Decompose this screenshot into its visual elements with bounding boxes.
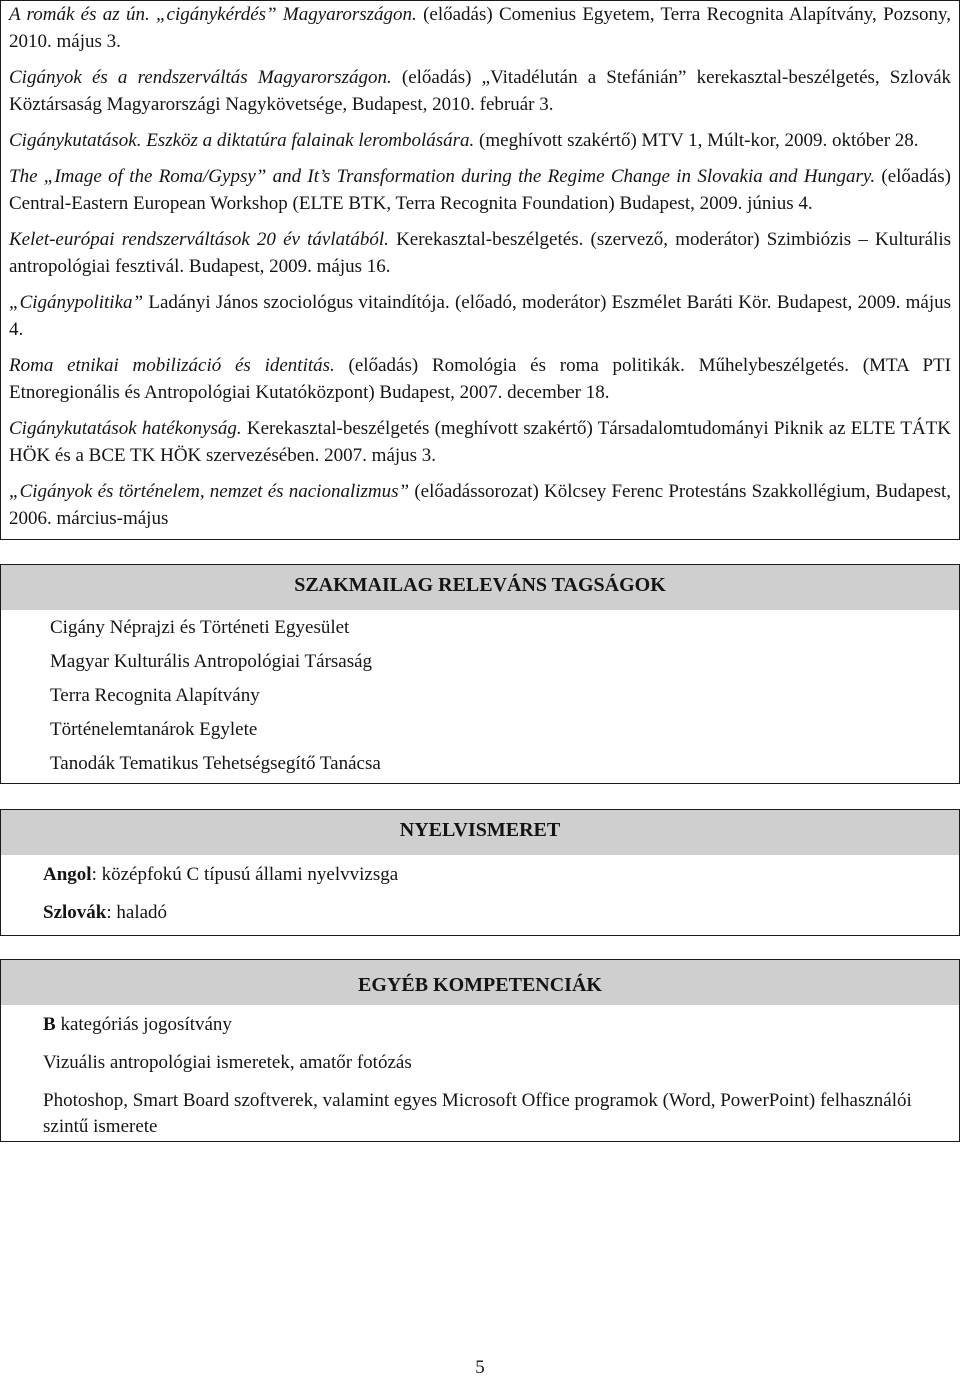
memberships-section	[0, 564, 960, 784]
presentation-details: (előadás) Romológia és roma politikák. Műhelybeszélgetés. (MTA PTI Etnoregionális és Antropológiai Kutatóközpont) Budapest, 2007. december 18.	[9, 355, 951, 403]
presentation-entry	[9, 352, 951, 406]
presentation-title: Kelet-európai rendszerváltások 20 év távlatából.	[9, 229, 389, 250]
presentation-title: Cigányok és a rendszerváltás Magyarországon.	[9, 67, 392, 88]
presentation-title: „Cigányok és történelem, nemzet és nacionalizmus”	[9, 481, 410, 502]
languages-heading: NYELVISMERET	[1, 810, 959, 855]
presentation-entry	[9, 64, 951, 118]
presentation-details: Kerekasztal-beszélgetés (meghívott szakértő) Társadalomtudományi Piknik az ELTE TÁTK HÖK és a BCE TK HÖK szervezésében. 2007. május 3.	[9, 418, 951, 466]
presentation-details: (előadássorozat) Kölcsey Ferenc Protestáns Szakkollégium, Budapest, 2006. március-május	[9, 481, 952, 529]
presentation-title: Cigánykutatások hatékonyság.	[9, 418, 242, 439]
presentation-details: (előadás) „Vitadélután a Stefánián” kerekasztal-beszélgetés, Szlovák Köztársaság Magyarországi Nagykövetsége, Budapest, 2010. február 3.	[9, 67, 952, 115]
language-name: Szlovák	[43, 902, 107, 923]
language-item	[1, 894, 959, 932]
competencies-heading: EGYÉB KOMPETENCIÁK	[1, 960, 959, 1005]
language-level: : középfokú C típusú állami nyelvvizsga	[91, 864, 399, 885]
presentation-entry	[9, 163, 951, 217]
membership-item: Terra Recognita Alapítvány	[50, 685, 260, 706]
presentation-title: The „Image of the Roma/Gypsy” and It’s Transformation during the Regime Change in Slovakia and Hungary.	[9, 166, 876, 187]
presentations-box	[0, 0, 960, 540]
membership-item: Tanodák Tematikus Tehetségsegítő Tanácsa	[50, 753, 381, 774]
competency-bold: B	[43, 1014, 56, 1035]
competency-item	[1, 1044, 959, 1082]
presentation-entry	[9, 289, 951, 343]
membership-item: Cigány Néprajzi és Történeti Egyesület	[50, 617, 350, 638]
languages-section	[0, 809, 960, 936]
language-item	[1, 856, 959, 894]
competency-text: Vizuális antropológiai ismeretek, amatőr fotózás	[43, 1052, 412, 1073]
presentation-details: (előadás) Central-Eastern European Workshop (ELTE BTK, Terra Recognita Foundation) Budapest, 2009. június 4.	[9, 166, 952, 214]
presentation-details: Ladányi János szociológus vitaindítója. (előadó, moderátor) Eszmélet Baráti Kör. Budapest, 2009. május 4.	[9, 292, 952, 340]
competency-text: Photoshop, Smart Board szoftverek, valamint egyes Microsoft Office programok (Word, PowerPoint) felhasználói szintű ismerete	[43, 1090, 912, 1137]
presentation-title: A romák és az ún. „cigánykérdés” Magyarországon.	[9, 4, 417, 25]
presentation-entry	[9, 415, 951, 469]
page-number: 5	[475, 1357, 485, 1378]
language-level: : haladó	[106, 902, 168, 923]
presentation-entry	[9, 478, 951, 532]
presentation-title: Roma etnikai mobilizáció és identitás.	[9, 355, 335, 376]
competency-item	[1, 1082, 959, 1140]
language-name: Angol	[43, 864, 92, 885]
presentation-entry	[9, 1, 951, 55]
presentation-details: (meghívott szakértő) MTV 1, Múlt-kor, 2009. október 28.	[479, 130, 919, 151]
presentation-entry	[9, 127, 951, 154]
membership-item: Magyar Kulturális Antropológiai Társaság	[50, 651, 373, 672]
membership-item: Történelemtanárok Egylete	[50, 719, 258, 740]
competency-item	[1, 1006, 959, 1044]
presentation-title: „Cigánypolitika”	[9, 292, 144, 313]
memberships-heading: SZAKMAILAG RELEVÁNS TAGSÁGOK	[1, 565, 959, 610]
presentation-details: Kerekasztal-beszélgetés. (szervező, moderátor) Szimbiózis – Kulturális antropológiai fesztivál. Budapest, 2009. május 16.	[9, 229, 952, 277]
competency-text: kategóriás jogosítvány	[60, 1014, 232, 1035]
presentation-title: Cigánykutatások. Eszköz a diktatúra falainak lerombolására.	[9, 130, 475, 151]
competencies-section	[0, 959, 960, 1142]
presentation-details: (előadás) Comenius Egyetem, Terra Recognita Alapítvány, Pozsony, 2010. május 3.	[9, 4, 951, 52]
presentation-entry	[9, 226, 951, 280]
